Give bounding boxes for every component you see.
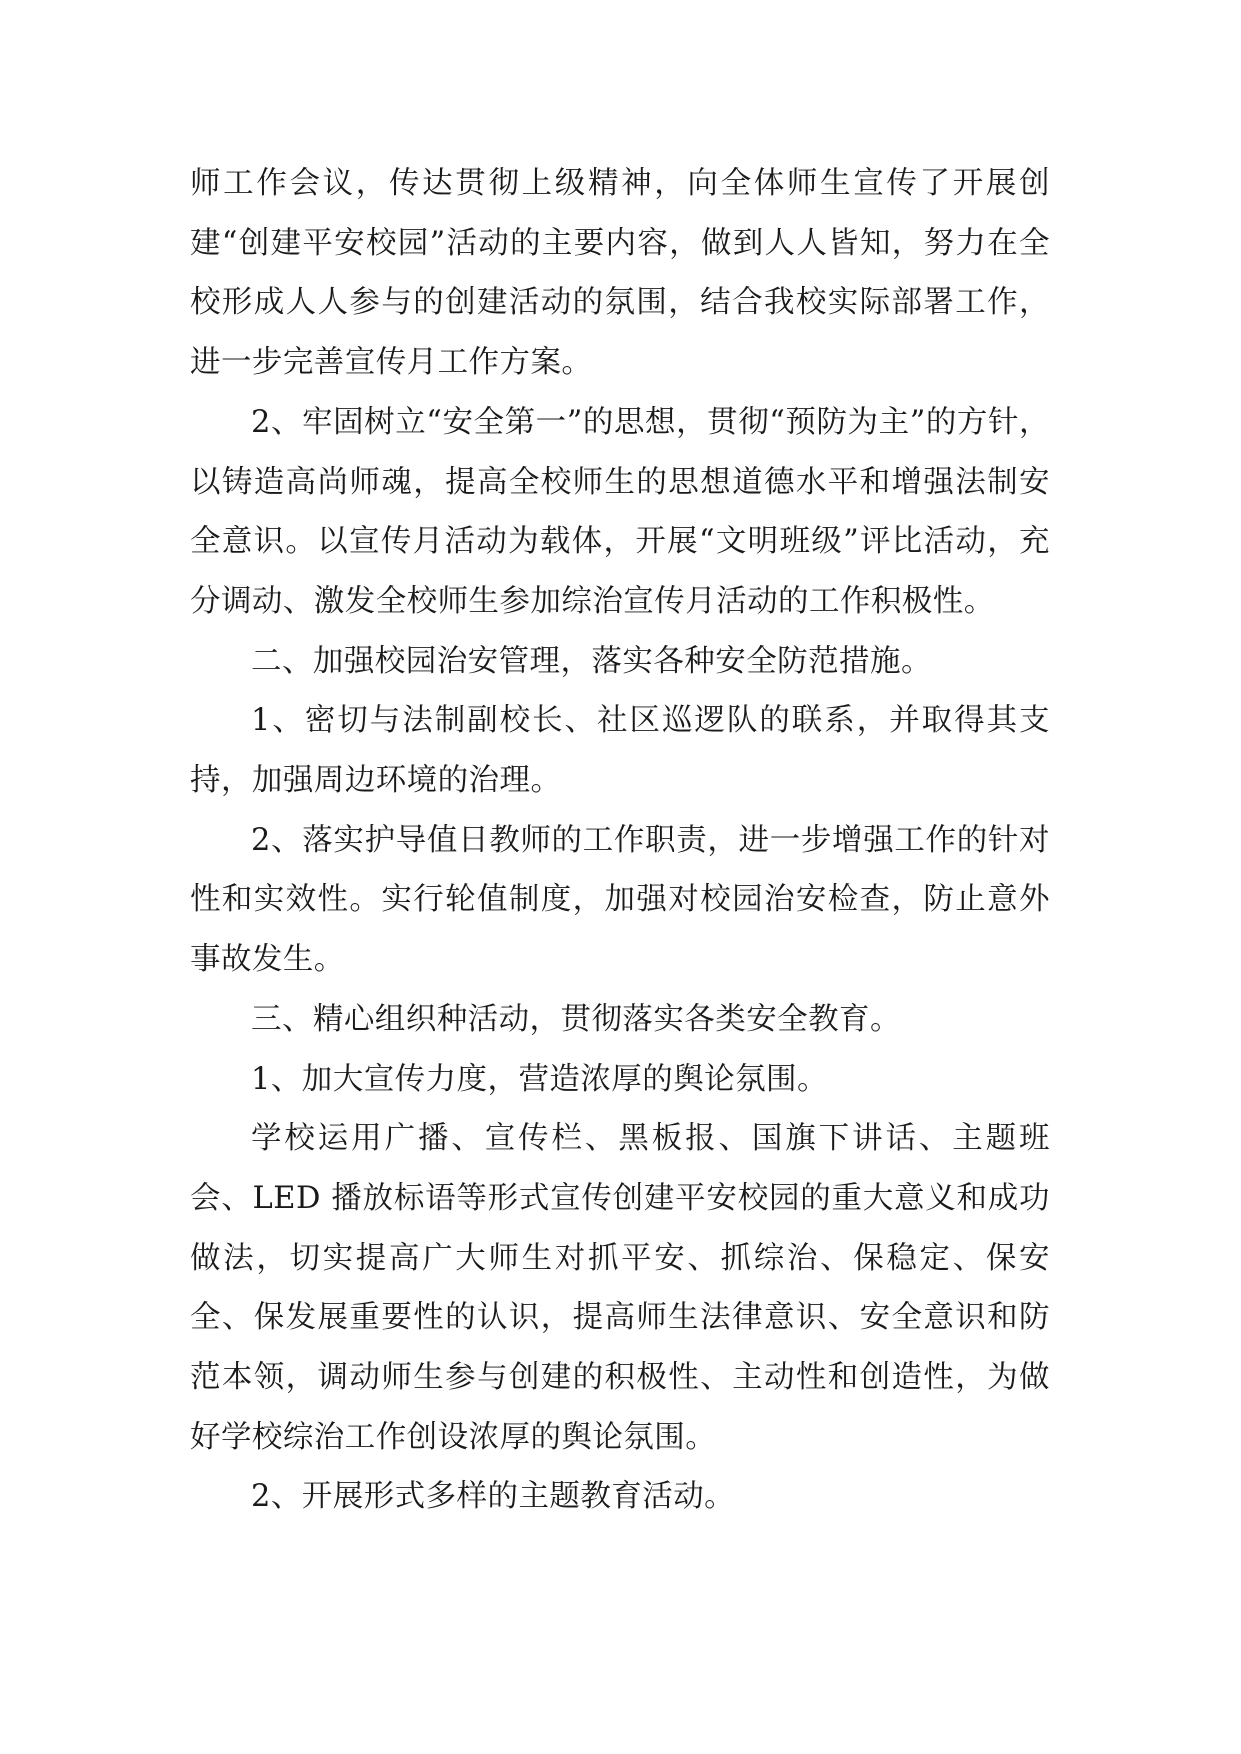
- paragraph-item-2-safety-first: 2、牢固树立“安全第一”的思想，贯彻“预防为主”的方针，以铸造高尚师魂，提高全校师生的思想道德水平和增强法制安全意识。以宣传月活动为载体，开展“文明班级”评比活动，充分调动、激发全校师生参加综治宣传月活动的工作积极性。: [190, 404, 1050, 619]
- section-heading-3: 三、精心组织种活动，贯彻落实各类安全教育。: [251, 1001, 901, 1037]
- paragraph-item-2-duty: 2、落实护导值日教师的工作职责，进一步增强工作的针对性和实效性。实行轮值制度，加强对校园治安检查，防止意外事故发生。: [190, 822, 1050, 978]
- paragraph-item-1-liaison: 1、密切与法制副校长、社区巡逻队的联系，并取得其支持，加强周边环境的治理。: [190, 703, 1050, 799]
- paragraph-continued: 师工作会议，传达贯彻上级精神，向全体师生宣传了开展创建“创建平安校园”活动的主要内容，做到人人皆知，努力在全校形成人人参与的创建活动的氛围，结合我校实际部署工作，进一步完善宣传月工作方案。: [190, 166, 1050, 381]
- paragraph-item-1-publicity: 1、加大宣传力度，营造浓厚的舆论氛围。: [251, 1061, 828, 1097]
- paragraph-publicity-details: 学校运用广播、宣传栏、黑板报、国旗下讲话、主题班会、LED 播放标语等形式宣传创建平安校园的重大意义和成功做法，切实提高广大师生对抓平安、抓综治、保稳定、保安全、保发展重要性的认识，提高师生法律意识、安全意识和防范本领，调动师生参与创建的积极性、主动性和创造性，为做好学校综治工作创设浓厚的舆论氛围。: [190, 1121, 1050, 1455]
- section-heading-2: 二、加强校园治安管理，落实各种安全防范措施。: [251, 643, 932, 679]
- paragraph-item-2-themed-activities: 2、开展形式多样的主题教育活动。: [251, 1479, 736, 1515]
- document-body: [190, 154, 1050, 1527]
